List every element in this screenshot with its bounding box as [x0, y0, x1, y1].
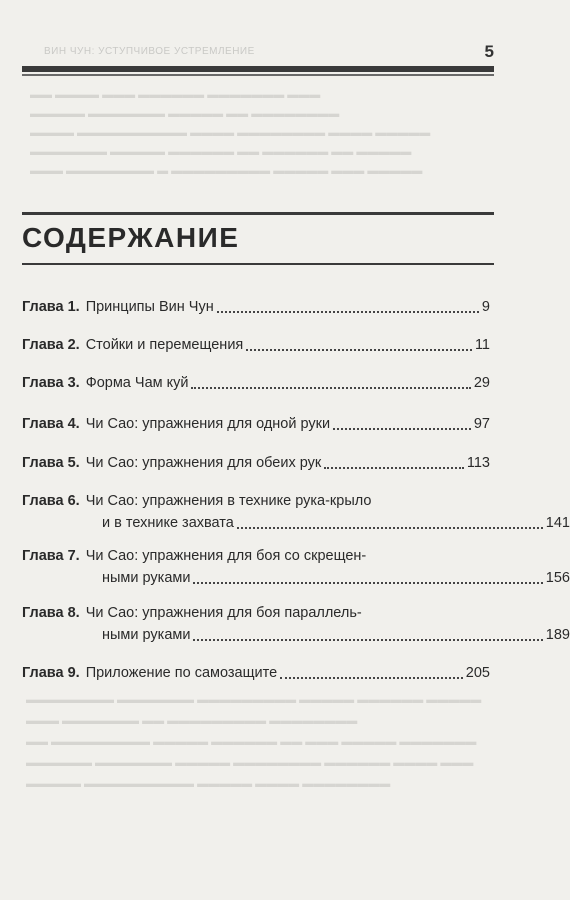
dot-leader	[191, 387, 470, 389]
bleed-through-text-bottom: ▬▬▬▬▬▬▬▬ ▬▬▬▬▬▬▬ ▬▬▬▬▬▬▬▬▬ ▬▬▬▬▬ ▬▬▬▬▬▬ ▬▬▬▬▬ ▬▬▬ ▬▬▬▬▬▬▬ ▬▬ ▬▬▬▬▬▬▬▬▬ ▬▬▬▬▬▬▬▬ ▬▬ ▬▬▬▬▬▬▬▬▬ ▬▬▬▬▬ ▬▬▬▬▬▬ ▬▬ ▬▬▬ ▬▬▬▬▬ ▬▬▬▬▬▬▬ ▬▬▬▬▬▬ ▬▬▬▬▬▬▬ ▬▬▬▬▬ ▬▬▬▬▬▬▬▬ ▬▬▬▬▬▬ ▬▬▬▬ ▬▬▬ ▬▬▬▬▬ ▬▬▬▬▬▬▬▬▬▬ ▬▬▬▬▬ ▬▬▬▬ ▬▬▬▬▬▬▬▬	[26, 694, 482, 790]
bleed-through-text: ▬▬ ▬▬▬▬ ▬▬▬ ▬▬▬▬▬▬ ▬▬▬▬▬▬▬ ▬▬▬ ▬▬▬▬▬ ▬▬▬▬▬▬▬ ▬▬▬▬▬ ▬▬ ▬▬▬▬▬▬▬▬ ▬▬▬▬ ▬▬▬▬▬▬▬▬▬▬ ▬▬▬▬ ▬▬▬▬▬▬▬▬ ▬▬▬▬ ▬▬▬▬▬ ▬▬▬▬▬▬▬ ▬▬▬▬▬ ▬▬▬▬▬▬ ▬▬ ▬▬▬▬▬▬ ▬▬ ▬▬▬▬▬ ▬▬▬ ▬▬▬▬▬▬▬▬ ▬ ▬▬▬▬▬▬▬▬▬ ▬▬▬▬▬ ▬▬▬ ▬▬▬▬▬	[30, 89, 431, 177]
chapter-label: Глава 8.	[22, 605, 80, 621]
chapter-title: Чи Сао: упражнения для боя со скрещен-	[85, 548, 367, 564]
chapter-title: Чи Сао: упражнения в технике рука-крыло	[85, 493, 372, 509]
page-ref: 156	[545, 570, 570, 586]
page-ref: 189	[545, 627, 570, 643]
chapter-title: Стойки и перемещения	[85, 337, 244, 353]
toc-entry-chapter-3	[22, 372, 490, 394]
chapter-title-continued: и в технике захвата	[102, 515, 234, 531]
page-ref: 29	[473, 375, 490, 391]
page-ref: 9	[481, 299, 490, 315]
header-rule-thick	[22, 66, 494, 72]
dot-leader	[193, 582, 542, 584]
chapter-label: Глава 5.	[22, 455, 80, 471]
dot-leader	[246, 349, 472, 351]
chapter-title-continued: ными руками	[102, 570, 191, 586]
running-head: ВИН ЧУН: УСТУПЧИВОЕ УСТРЕМЛЕНИЕ	[44, 46, 255, 57]
chapter-label: Глава 3.	[22, 375, 80, 391]
page-ref: 113	[466, 455, 490, 471]
title-rule	[22, 212, 494, 215]
page-title: СОДЕРЖАНИЕ	[22, 222, 240, 253]
dot-leader	[237, 527, 543, 529]
page-number: 5	[484, 42, 494, 61]
chapter-title: Чи Сао: упражнения для одной руки	[85, 416, 331, 432]
chapter-title-continued: ными руками	[102, 627, 191, 643]
toc-entry-chapter-6	[22, 490, 570, 534]
toc-entry-chapter-2	[22, 334, 490, 356]
chapter-label: Глава 9.	[22, 665, 80, 681]
toc-entry-chapter-4	[22, 413, 490, 435]
chapter-label: Глава 7.	[22, 548, 80, 564]
toc-entry-chapter-8	[22, 602, 570, 646]
chapter-label: Глава 4.	[22, 416, 80, 432]
page-ref: 141	[545, 515, 570, 531]
toc-entry-chapter-7	[22, 545, 570, 589]
page-ref: 97	[473, 416, 490, 432]
page-ref: 205	[465, 665, 490, 681]
toc-entry-chapter-1	[22, 296, 490, 318]
chapter-label: Глава 6.	[22, 493, 80, 509]
chapter-label: Глава 1.	[22, 299, 80, 315]
chapter-title: Чи Сао: упражнения для боя параллель-	[85, 605, 362, 621]
page-ref: 11	[474, 337, 490, 353]
title-underline	[22, 263, 494, 265]
dot-leader	[217, 311, 479, 313]
chapter-title: Приложение по самозащите	[85, 665, 278, 681]
dot-leader	[324, 467, 464, 469]
header-rule-thin	[22, 74, 494, 76]
toc-entry-chapter-9	[22, 662, 490, 684]
dot-leader	[333, 428, 471, 430]
page-header	[24, 40, 494, 68]
dot-leader	[280, 677, 463, 679]
chapter-label: Глава 2.	[22, 337, 80, 353]
chapter-title: Чи Сао: упражнения для обеих рук	[85, 455, 322, 471]
dot-leader	[193, 639, 542, 641]
chapter-title: Форма Чам куй	[85, 375, 189, 391]
toc-entry-chapter-5	[22, 452, 490, 474]
chapter-title: Принципы Вин Чун	[85, 299, 214, 315]
